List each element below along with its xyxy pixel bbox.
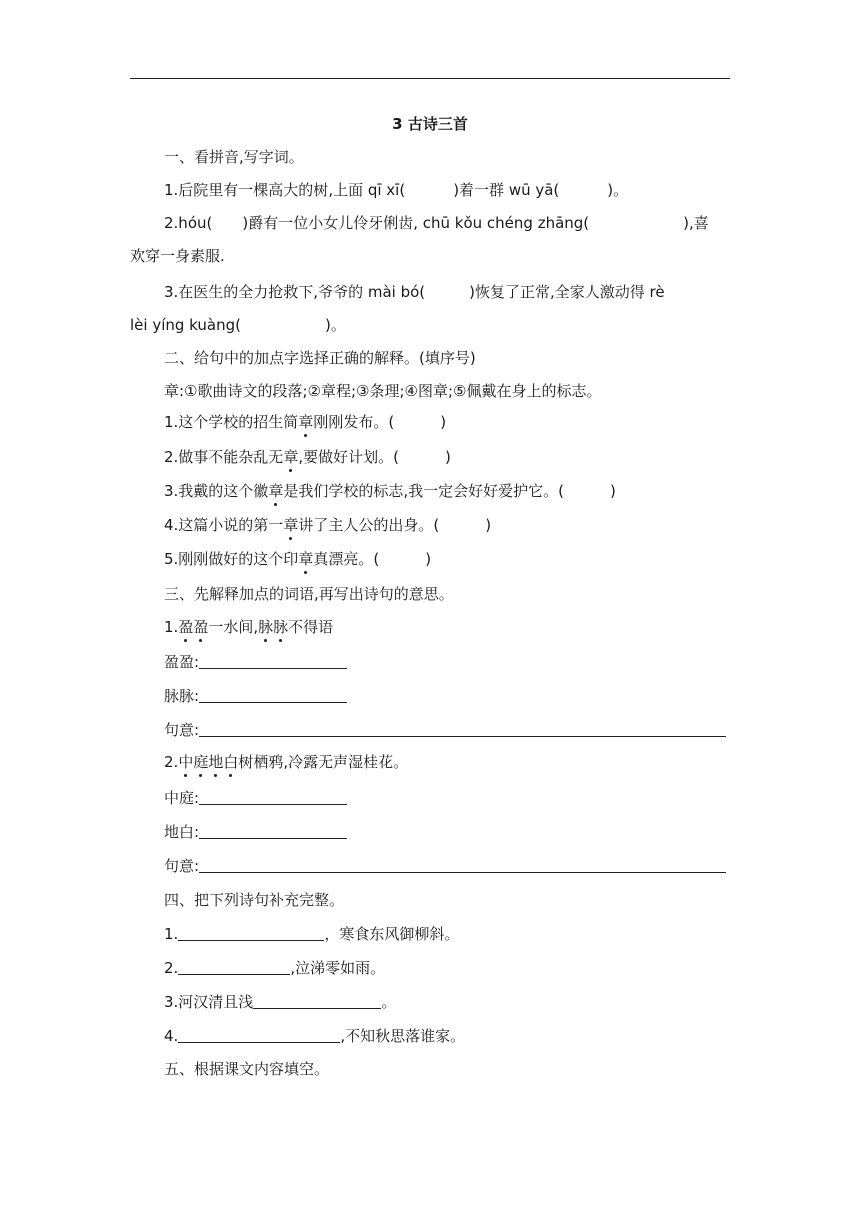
poem-line-1: 1.盈盈一水间,脉脉不得语 xyxy=(164,618,334,636)
dotted-char: 章 xyxy=(298,550,314,568)
answer-line[interactable] xyxy=(199,823,347,839)
question-2-1: 1.这个学校的招生简章刚刚发布。( ) xyxy=(164,413,447,431)
section-3-heading: 三、先解释加点的词语,再写出诗句的意思。 xyxy=(164,585,454,603)
answer-line[interactable] xyxy=(253,993,381,1009)
answer-line[interactable] xyxy=(178,925,324,941)
dotted-char: 地 xyxy=(208,753,224,771)
section-5-heading: 五、根据课文内容填空。 xyxy=(164,1060,330,1078)
question-2-2: 2.做事不能杂乱无章,要做好计划。( ) xyxy=(164,448,451,466)
word-explain-yingying: 盈盈: xyxy=(164,652,347,672)
question-1-3: 3.在医生的全力抢救下,爷爷的 mài bó( )恢复了正常,全家人激动得 rè xyxy=(164,283,665,301)
answer-line[interactable] xyxy=(199,687,347,703)
answer-line[interactable] xyxy=(199,721,726,737)
answer-line[interactable] xyxy=(199,789,347,805)
sentence-meaning-1: 句意: xyxy=(164,720,726,740)
question-1-3-continued: lèi yíng kuàng( )。 xyxy=(130,316,346,334)
header-rule xyxy=(130,78,730,79)
fill-line-3: 3.河汉清且浅 。 xyxy=(164,993,397,1011)
section-1-heading: 一、看拼音,写字词。 xyxy=(164,148,304,166)
question-2-5: 5.刚刚做好的这个印章真漂亮。( ) xyxy=(164,550,432,568)
dotted-char: 白 xyxy=(223,753,239,771)
fill-line-1: 1. ，寒食东风御柳斜。 xyxy=(164,925,460,943)
answer-line[interactable] xyxy=(178,1027,340,1043)
dotted-char: 庭 xyxy=(193,753,209,771)
dotted-char: 章 xyxy=(298,413,314,431)
answer-line[interactable] xyxy=(178,959,290,975)
word-explain-zhongting: 中庭: xyxy=(164,788,347,808)
dotted-char: 脉 xyxy=(258,618,274,636)
poem-line-2: 2.中庭地白树栖鸦,冷露无声湿桂花。 xyxy=(164,753,409,771)
section-2-heading: 二、给句中的加点字选择正确的解释。(填序号) xyxy=(164,349,476,367)
definition-options: 章:①歌曲诗文的段落;②章程;③条理;④图章;⑤佩戴在身上的标志。 xyxy=(164,382,602,400)
page-title: 3 古诗三首 xyxy=(392,115,468,133)
dotted-char: 中 xyxy=(178,753,194,771)
fill-line-4: 4. ,不知秋思落谁家。 xyxy=(164,1027,466,1045)
answer-line[interactable] xyxy=(199,857,726,873)
dotted-char: 章 xyxy=(268,482,284,500)
question-1-1: 1.后院里有一棵高大的树,上面 qī xī( )着一群 wū yā( )。 xyxy=(164,181,629,199)
word-explain-maimai: 脉脉: xyxy=(164,686,347,706)
fill-line-2: 2. ,泣涕零如雨。 xyxy=(164,959,386,977)
dotted-char: 章 xyxy=(283,516,299,534)
question-2-3: 3.我戴的这个徽章是我们学校的标志,我一定会好好爱护它。( ) xyxy=(164,482,616,500)
question-2-4: 4.这篇小说的第一章讲了主人公的出身。( ) xyxy=(164,516,492,534)
sentence-meaning-2: 句意: xyxy=(164,856,726,876)
question-1-2-continued: 欢穿一身素服. xyxy=(130,247,225,265)
dotted-char: 盈 xyxy=(178,618,194,636)
question-1-2: 2.hóu( )爵有一位小女儿伶牙俐齿, chū kǒu chéng zhāng( ),喜 xyxy=(164,214,709,232)
dotted-char: 脉 xyxy=(273,618,289,636)
section-4-heading: 四、把下列诗句补充完整。 xyxy=(164,891,345,909)
dotted-char: 盈 xyxy=(193,618,209,636)
word-explain-dibai: 地白: xyxy=(164,822,347,842)
dotted-char: 章 xyxy=(283,448,299,466)
answer-line[interactable] xyxy=(199,653,347,669)
